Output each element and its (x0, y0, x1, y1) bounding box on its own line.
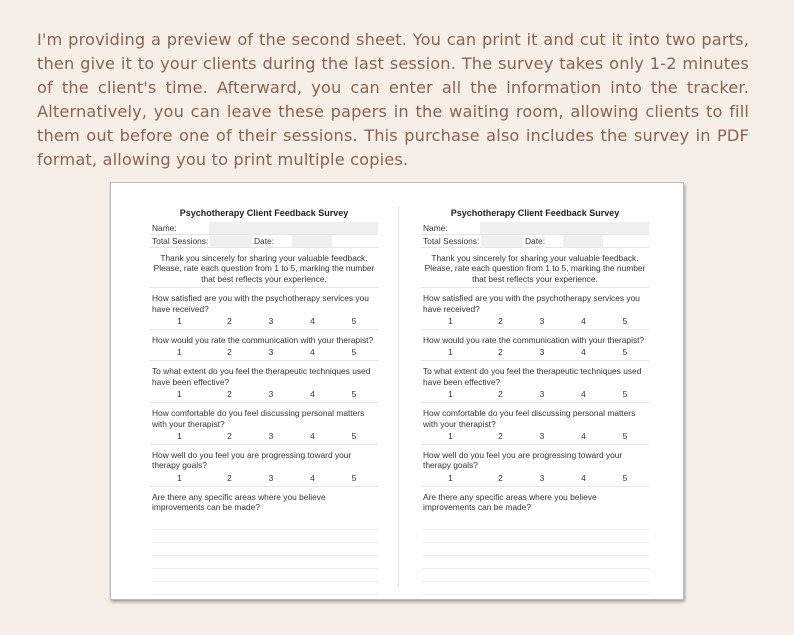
rating-5[interactable]: 5 (622, 431, 628, 442)
rating-4[interactable]: 4 (581, 389, 586, 400)
rating-5[interactable]: 5 (351, 347, 357, 358)
question-text: Are there any specific areas where you believe improvements can be made? (152, 491, 326, 513)
sessions-label: Total Sessions: (152, 236, 209, 246)
rating-1[interactable]: 1 (177, 431, 182, 442)
rating-5[interactable]: 5 (622, 316, 628, 327)
name-row (421, 222, 649, 235)
rating-4[interactable]: 4 (310, 472, 315, 483)
rating-3[interactable]: 3 (539, 431, 545, 442)
question-1 (150, 288, 378, 330)
survey-title: Psychotherapy Client Feedback Survey (450, 208, 620, 218)
question-4 (150, 403, 378, 445)
question-text: How comfortable do you feel discussing personal matters with your therapist? (152, 408, 365, 429)
rating-2[interactable]: 2 (227, 389, 232, 400)
question-5 (421, 445, 649, 487)
question-text: How well do you feel you are progressing toward your therapy goals? (152, 450, 352, 471)
rating-3[interactable]: 3 (268, 431, 274, 442)
rating-4[interactable]: 4 (310, 431, 315, 442)
rating-5[interactable]: 5 (351, 472, 357, 483)
cut-divider (398, 207, 399, 587)
rating-1[interactable]: 1 (448, 472, 453, 483)
survey-intro: Thank you sincerely for sharing your valuable feedback. Please, rate each question from 1 to 5, marking the number that best reflects your experience. (421, 248, 649, 288)
survey-intro: Thank you sincerely for sharing your valuable feedback. Please, rate each question from 1 to 5, marking the number that best reflects your experience. (150, 248, 378, 288)
question-4 (421, 403, 649, 445)
question-text: How satisfied are you with the psychotherapy services you have received? (423, 293, 640, 314)
date-label: Date: (525, 236, 546, 246)
rating-scale (423, 315, 649, 328)
rating-5[interactable]: 5 (351, 316, 357, 327)
rating-3[interactable]: 3 (268, 389, 274, 400)
rating-4[interactable]: 4 (581, 316, 586, 327)
question-text: How satisfied are you with the psychotherapy services you have received? (152, 293, 369, 314)
rating-2[interactable]: 2 (498, 431, 503, 442)
survey-right (421, 207, 649, 596)
rating-3[interactable]: 3 (539, 389, 545, 400)
sessions-row (421, 235, 649, 248)
rating-4[interactable]: 4 (581, 431, 586, 442)
question-text: How would you rate the communication with your therapist? (423, 335, 645, 346)
open-question (150, 487, 378, 596)
survey-title: Psychotherapy Client Feedback Survey (179, 208, 349, 218)
survey-left (150, 207, 378, 596)
name-label: Name: (152, 223, 177, 233)
rating-1[interactable]: 1 (448, 316, 453, 327)
rating-5[interactable]: 5 (351, 431, 357, 442)
rating-2[interactable]: 2 (498, 472, 503, 483)
rating-1[interactable]: 1 (448, 431, 453, 442)
rating-2[interactable]: 2 (227, 316, 232, 327)
name-row (150, 222, 378, 235)
rating-2[interactable]: 2 (227, 472, 232, 483)
rating-5[interactable]: 5 (622, 472, 628, 483)
sessions-label: Total Sessions: (423, 236, 480, 246)
rating-scale (423, 388, 649, 401)
name-field[interactable] (209, 222, 378, 234)
rating-2[interactable]: 2 (498, 389, 503, 400)
rating-5[interactable]: 5 (622, 347, 628, 358)
question-5 (150, 445, 378, 487)
rating-2[interactable]: 2 (498, 316, 503, 327)
rating-2[interactable]: 2 (227, 347, 232, 358)
rating-2[interactable]: 2 (498, 347, 503, 358)
rating-scale (423, 472, 649, 485)
rating-4[interactable]: 4 (581, 472, 586, 483)
rating-1[interactable]: 1 (448, 389, 453, 400)
sessions-field[interactable] (210, 235, 252, 247)
rating-1[interactable]: 1 (177, 347, 182, 358)
question-text: How would you rate the communication with your therapist? (152, 335, 374, 346)
question-1 (421, 288, 649, 330)
name-field[interactable] (480, 222, 649, 234)
question-3 (150, 361, 378, 403)
sessions-field[interactable] (481, 235, 523, 247)
rating-scale (152, 472, 378, 485)
rating-5[interactable]: 5 (351, 389, 357, 400)
rating-1[interactable]: 1 (448, 347, 453, 358)
rating-1[interactable]: 1 (177, 316, 182, 327)
rating-3[interactable]: 3 (539, 472, 545, 483)
rating-1[interactable]: 1 (177, 389, 182, 400)
date-field[interactable] (292, 235, 332, 247)
rating-4[interactable]: 4 (581, 347, 586, 358)
question-text: How comfortable do you feel discussing personal matters with your therapist? (423, 408, 636, 429)
survey-sheet-preview (110, 182, 684, 600)
rating-scale (423, 346, 649, 359)
open-question (421, 487, 649, 596)
rating-3[interactable]: 3 (268, 472, 274, 483)
rating-2[interactable]: 2 (227, 431, 232, 442)
intro-paragraph: I'm providing a preview of the second sheet. You can print it and cut it into two parts, then give it to your clients during the last session. The survey takes only 1-2 minutes of the client's time. Afterward, you can enter all the information into the tracker. Alternatively, you can leave these papers in the waiting room, allowing clients to fill them out before one of their sessions. This purchase also includes the survey in PDF format, allowing you to print multiple copies. (37, 30, 749, 169)
rating-1[interactable]: 1 (177, 472, 182, 483)
rating-3[interactable]: 3 (268, 347, 274, 358)
answer-lines[interactable] (152, 517, 378, 595)
rating-scale (152, 346, 378, 359)
question-text: Are there any specific areas where you believe improvements can be made? (423, 491, 597, 513)
answer-lines[interactable] (423, 517, 649, 595)
rating-3[interactable]: 3 (268, 316, 274, 327)
rating-4[interactable]: 4 (310, 389, 315, 400)
rating-3[interactable]: 3 (539, 316, 545, 327)
rating-scale (423, 430, 649, 443)
rating-5[interactable]: 5 (622, 389, 628, 400)
rating-4[interactable]: 4 (310, 316, 315, 327)
rating-3[interactable]: 3 (539, 347, 545, 358)
date-field[interactable] (563, 235, 603, 247)
sessions-row (150, 235, 378, 248)
name-label: Name: (423, 223, 448, 233)
question-3 (421, 361, 649, 403)
question-2 (150, 330, 378, 361)
rating-scale (152, 315, 378, 328)
question-2 (421, 330, 649, 361)
question-text: How well do you feel you are progressing toward your therapy goals? (423, 450, 623, 471)
rating-scale (152, 430, 378, 443)
rating-4[interactable]: 4 (310, 347, 315, 358)
question-text: To what extent do you feel the therapeutic techniques used have been effective? (423, 366, 642, 387)
rating-scale (152, 388, 378, 401)
question-text: To what extent do you feel the therapeutic techniques used have been effective? (152, 366, 371, 387)
date-label: Date: (254, 236, 275, 246)
